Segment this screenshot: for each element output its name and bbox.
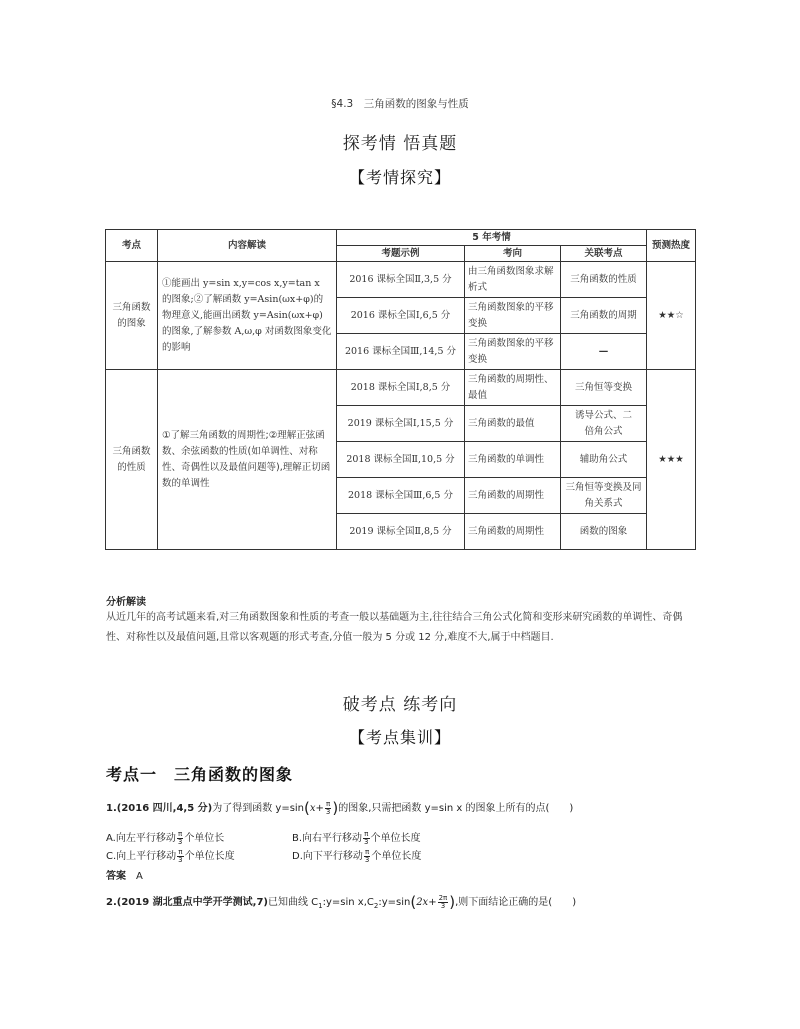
close-paren: ) [449, 893, 456, 911]
guanlian-cell: 函数的图象 [561, 514, 647, 550]
option-c-text: C.向上平行移动 [106, 851, 177, 862]
fraction [363, 831, 369, 846]
guanlian-cell: 三角函数的性质 [561, 262, 647, 298]
open-paren: ( [304, 799, 310, 817]
frac-den: 3 [364, 837, 369, 846]
shili-cell: 2016 课标全国Ⅲ,14,5 分 [337, 334, 465, 370]
guanlian-cell: — [561, 334, 647, 370]
q2-plus: + [428, 897, 437, 908]
fraction [364, 849, 370, 864]
option-d [292, 847, 421, 864]
option-a-unit: 个单位长 [184, 833, 225, 844]
option-c-unit: 个单位长度 [184, 851, 235, 862]
guanlian-cell: 辅助角公式 [561, 442, 647, 478]
option-a [106, 829, 224, 846]
question-1 [106, 799, 573, 817]
shili-cell: 2016 课标全国Ⅱ,3,5 分 [337, 262, 465, 298]
kaodian-title: 考点一 三角函数的图象 [106, 765, 294, 784]
shili-cell: 2018 课标全国Ⅲ,6,5 分 [337, 478, 465, 514]
option-d-unit: 个单位长度 [371, 851, 422, 862]
answer-label: 答案 [106, 871, 126, 882]
q2-sub1: 1 [318, 902, 323, 910]
fraction [438, 895, 449, 910]
kaodian-cell: 三角函数的性质 [106, 370, 158, 550]
frac-num: π [326, 799, 331, 808]
frac-num: 2π [438, 893, 448, 902]
q2-sub2: 2 [373, 902, 379, 910]
shili-cell: 2019 课标全国Ⅰ,15,5 分 [337, 406, 465, 442]
frac-den: 3 [178, 855, 183, 864]
frac-den: 3 [177, 837, 183, 846]
frac-num: π [365, 847, 370, 856]
analysis-heading: 分析解读 [106, 597, 146, 608]
page-title: 探考情 悟真题 [342, 134, 458, 154]
q1-source: 1.(2016 四川,4,5 分) [106, 803, 213, 814]
frac-den: 3 [364, 855, 370, 864]
shili-cell: 2019 课标全国Ⅱ,8,5 分 [337, 514, 465, 550]
option-d-text: D.向下平行移动 [292, 851, 363, 862]
subsection-title: 【考情探究】 [348, 168, 451, 187]
kaoxiang-cell: 三角函数的周期性 [465, 514, 561, 550]
answer-line [106, 867, 143, 882]
q1-x: x [309, 803, 316, 814]
guanlian-cell: 三角恒等变换 [561, 370, 647, 406]
q1-stem-b: 的图象,只需把函数 y=sin x 的图象上所有的点( ) [338, 803, 574, 814]
kaoxiang-cell: 三角函数图象的平移变换 [465, 298, 561, 334]
question-2 [106, 893, 576, 911]
heat-stars: ★★☆ [647, 262, 696, 370]
kaoxiang-cell: 三角函数的周期性、最值 [465, 370, 561, 406]
open-paren: ( [410, 893, 417, 911]
option-c [106, 847, 235, 864]
q1-stem-a: 为了得到函数 y=sin [212, 803, 305, 814]
header-kaoxiang: 考向 [465, 246, 561, 262]
header-yuce: 预测热度 [647, 230, 696, 262]
close-paren: ) [332, 799, 339, 817]
kaoxiang-cell: 由三角函数图象求解析式 [465, 262, 561, 298]
shili-cell: 2018 课标全国Ⅰ,8,5 分 [337, 370, 465, 406]
q2-2x: 2x [416, 897, 429, 908]
option-b-text: B.向右平行移动 [292, 833, 363, 844]
neirong-cell: ①了解三角函数的周期性;②理解正弦函数、余弦函数的性质(如单调性、对称性、奇偶性以及最值问题等),理解正切函数的单调性 [158, 370, 337, 550]
q2-stem-a: 已知曲线 C [267, 897, 319, 908]
frac-den: 3 [440, 901, 446, 910]
kaoxiang-cell: 三角函数的单调性 [465, 442, 561, 478]
q2-source: 2.(2019 湖北重点中学开学测试,7) [106, 897, 268, 908]
kaodian-cell: 三角函数的图象 [106, 262, 158, 370]
exam-analysis-table [105, 229, 696, 550]
kaoxiang-cell: 三角函数图象的平移变换 [465, 334, 561, 370]
section-title: §4.3 三角函数的图象与性质 [331, 98, 469, 110]
kaoxiang-cell: 三角函数的周期性 [465, 478, 561, 514]
fraction [177, 831, 183, 846]
header-guanlian: 关联考点 [561, 246, 647, 262]
guanlian-cell: 诱导公式、二倍角公式 [561, 406, 647, 442]
option-b-unit: 个单位长度 [370, 833, 421, 844]
q2-stem-c: :y=sin [378, 897, 411, 908]
header-shili: 考题示例 [337, 246, 465, 262]
header-neirong: 内容解读 [158, 230, 337, 262]
heat-stars: ★★★ [647, 370, 696, 550]
frac-num: π [178, 847, 183, 856]
shili-cell: 2018 课标全国Ⅱ,10,5 分 [337, 442, 465, 478]
answer-value: A [136, 871, 143, 882]
q2-stem-b: :y=sin x,C [322, 897, 374, 908]
fraction [177, 849, 183, 864]
shili-cell: 2016 课标全国Ⅰ,6,5 分 [337, 298, 465, 334]
frac-den: 3 [325, 807, 331, 816]
fraction [325, 801, 331, 816]
option-b [292, 829, 421, 846]
header-kaodian: 考点 [106, 230, 158, 262]
analysis-text: 从近几年的高考试题来看,对三角函数图象和性质的考查一般以基础题为主,往往结合三角公式化简和变形来研究函数的单调性、奇偶性、对称性以及最值问题,且常以客观题的形式考查,分值一般为 5 分或 12 分,难度不大,属于中档题目. [106, 612, 683, 643]
option-a-text: A.向左平行移动 [106, 833, 176, 844]
header-five-year: 5 年考情 [337, 230, 647, 246]
guanlian-cell: 三角恒等变换及同角关系式 [561, 478, 647, 514]
kaoxiang-cell: 三角函数的最值 [465, 406, 561, 442]
frac-num: π [364, 829, 369, 838]
guanlian-cell: 三角函数的周期 [561, 298, 647, 334]
q1-plus: + [315, 803, 324, 814]
q2-stem-d: ,则下面结论正确的是( ) [455, 897, 577, 908]
neirong-cell: ①能画出 y=sin x,y=cos x,y=tan x 的图象;②了解函数 y=Asin(ωx+φ)的物理意义,能画出函数 y=Asin(ωx+φ)的图象,了解参数 A,ω,φ 对函数图象变化的影响 [158, 262, 337, 370]
frac-num: π [177, 829, 183, 838]
part2-title: 破考点 练考向 [342, 695, 458, 715]
part2-bracket-title: 【考点集训】 [348, 728, 451, 747]
